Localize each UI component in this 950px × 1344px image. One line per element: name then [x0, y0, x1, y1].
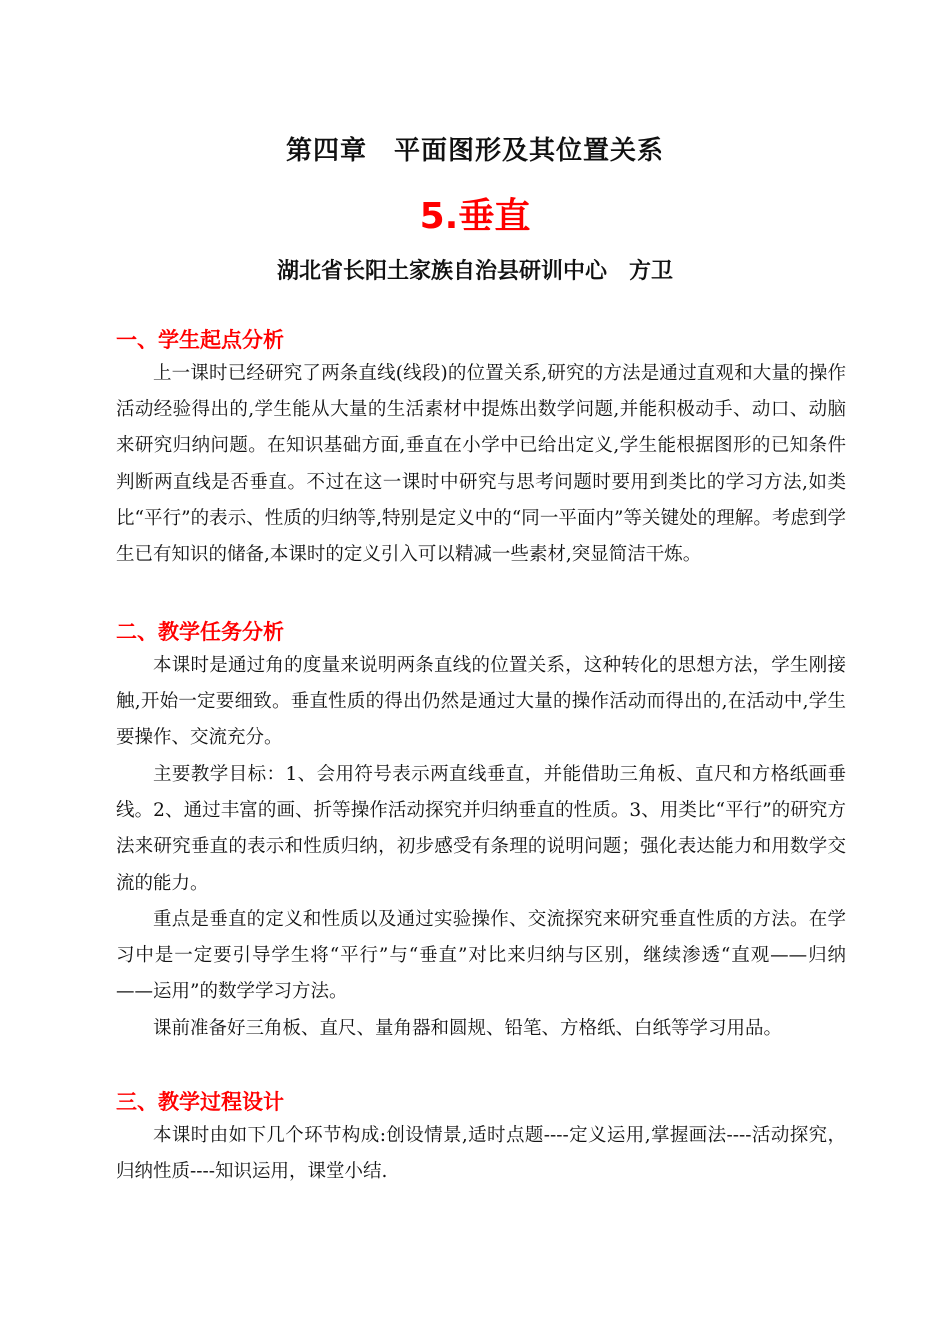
section-heading-1: 一、学生起点分析 [116, 328, 284, 352]
section-1-paragraph-1: 上一课时已经研究了两条直线(线段)的位置关系,研究的方法是通过直观和大量的操作活动经验得出的,学生能从大量的生活素材中提炼出数学问题,并能积极动手、动口、动脑来研究归纳问题。在知识基础方面,垂直在小学中已给出定义,学生能根据图形的已知条件判断两直线是否垂直。不过在这一课时中研究与思考问题时要用到类比的学习方法,如类比“平行”的表示、性质的归纳等,特别是定义中的“同一平面内”等关键处的理解。考虑到学生已有知识的储备,本课时的定义引入可以精减一些素材,突显简洁干炼。 [116, 363, 846, 566]
section-heading-3: 三、教学过程设计 [116, 1090, 284, 1114]
section-2-paragraph-2: 主要教学目标：1、会用符号表示两直线垂直，并能借助三角板、直尺和方格纸画垂线。2、通过丰富的画、折等操作活动探究并归纳垂直的性质。3、用类比“平行”的研究方法来研究垂直的表示和性质归纳，初步感受有条理的说明问题；强化表达能力和用数学交流的能力。 [116, 764, 846, 894]
lesson-title: 5.垂直 [419, 196, 531, 237]
section-2-paragraph-3: 重点是垂直的定义和性质以及通过实验操作、交流探究来研究垂直性质的方法。在学习中是一定要引导学生将“平行”与“垂直”对比来归纳与区别，继续渗透“直观——归纳——运用”的数学学习方法。 [116, 909, 846, 1003]
chapter-title: 第四章 平面图形及其位置关系 [285, 136, 664, 166]
section-heading-2: 二、教学任务分析 [116, 620, 284, 644]
section-2-paragraph-1: 本课时是通过角的度量来说明两条直线的位置关系，这种转化的思想方法，学生刚接触,开始一定要细致。垂直性质的得出仍然是通过大量的操作活动而得出的,在活动中,学生要操作、交流充分。 [116, 655, 846, 749]
author-line: 湖北省长阳土家族自治县研训中心 方卫 [276, 259, 673, 284]
section-3-paragraph-1: 本课时由如下几个环节构成:创设情景,适时点题----定义运用,掌握画法----活动探究，归纳性质----知识运用，课堂小结. [116, 1125, 846, 1183]
section-2-paragraph-4: 课前准备好三角板、直尺、量角器和圆规、铅笔、方格纸、白纸等学习用品。 [153, 1018, 783, 1039]
